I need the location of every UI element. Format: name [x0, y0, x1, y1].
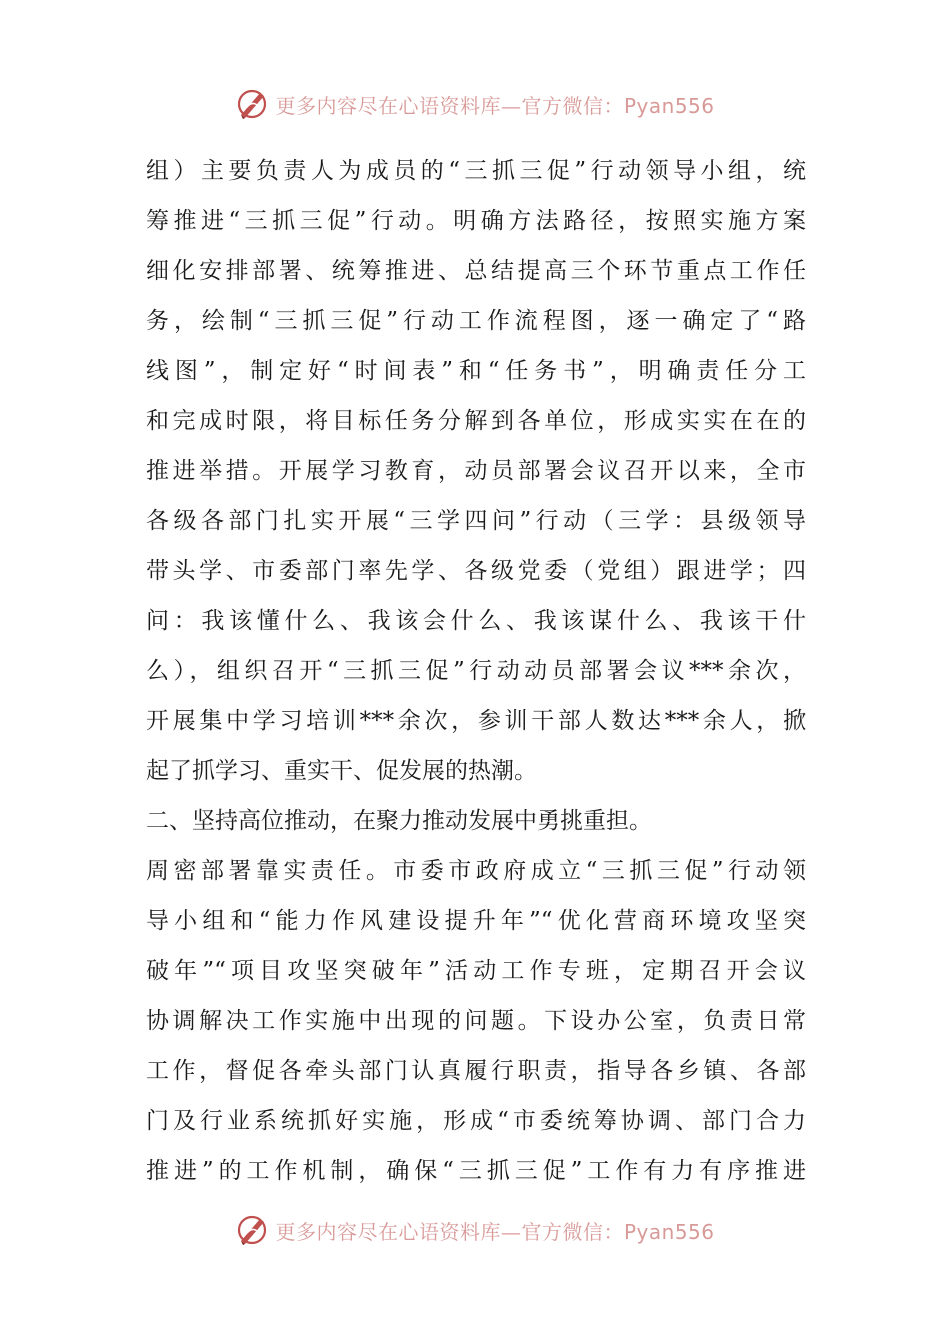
body-line: 么），组织召开“三抓三促”行动动员部署会议***余次，	[146, 658, 806, 684]
body-line: 和完成时限，将目标任务分解到各单位，形成实实在在的	[146, 408, 806, 434]
footer-watermark	[0, 1210, 950, 1250]
body-line: 筹推进“三抓三促”行动。明确方法路径，按照实施方案	[146, 208, 806, 234]
body-line: 周密部署靠实责任。市委市政府成立“三抓三促”行动领	[146, 858, 806, 884]
body-line: 门及行业系统抓好实施，形成“市委统筹协调、部门合力	[146, 1108, 806, 1134]
pen-circle-logo-icon	[235, 1213, 269, 1247]
body-line: 破年”“项目攻坚突破年”活动工作专班，定期召开会议	[146, 958, 806, 984]
body-line: 各级各部门扎实开展“三学四问”行动（三学：县级领导	[146, 508, 806, 534]
body-line: 带头学、市委部门率先学、各级党委（党组）跟进学；四	[146, 558, 806, 584]
watermark-text: 更多内容尽在心语资料库—官方微信：Pyan556	[275, 1219, 715, 1244]
body-line-paragraph-end: 起了抓学习、重实干、促发展的热潮。	[146, 758, 537, 784]
section-heading: 二、坚持高位推动，在聚力推动发展中勇挑重担。	[146, 808, 652, 834]
body-line: 细化安排部署、统筹推进、总结提高三个环节重点工作任	[146, 258, 806, 284]
body-line: 线图”，制定好“时间表”和“任务书”，明确责任分工	[146, 358, 806, 384]
pen-circle-logo-icon	[235, 87, 269, 121]
body-line: 协调解决工作实施中出现的问题。下设办公室，负责日常	[146, 1008, 806, 1034]
body-line: 务，绘制“三抓三促”行动工作流程图，逐一确定了“路	[146, 308, 806, 334]
body-line: 推进举措。开展学习教育，动员部署会议召开以来，全市	[146, 458, 806, 484]
document-body	[146, 146, 806, 1196]
body-line: 工作，督促各牵头部门认真履行职责，指导各乡镇、各部	[146, 1058, 806, 1084]
body-line: 开展集中学习培训***余次，参训干部人数达***余人，掀	[146, 708, 806, 734]
watermark-text: 更多内容尽在心语资料库—官方微信：Pyan556	[275, 93, 715, 118]
body-line: 问：我该懂什么、我该会什么、我该谋什么、我该干什	[146, 608, 806, 634]
header-watermark	[0, 84, 950, 124]
body-line: 组）主要负责人为成员的“三抓三促”行动领导小组，统	[146, 158, 806, 184]
body-line: 推进”的工作机制，确保“三抓三促”工作有力有序推进	[146, 1158, 806, 1184]
body-line: 导小组和“能力作风建设提升年”“优化营商环境攻坚突	[146, 908, 806, 934]
